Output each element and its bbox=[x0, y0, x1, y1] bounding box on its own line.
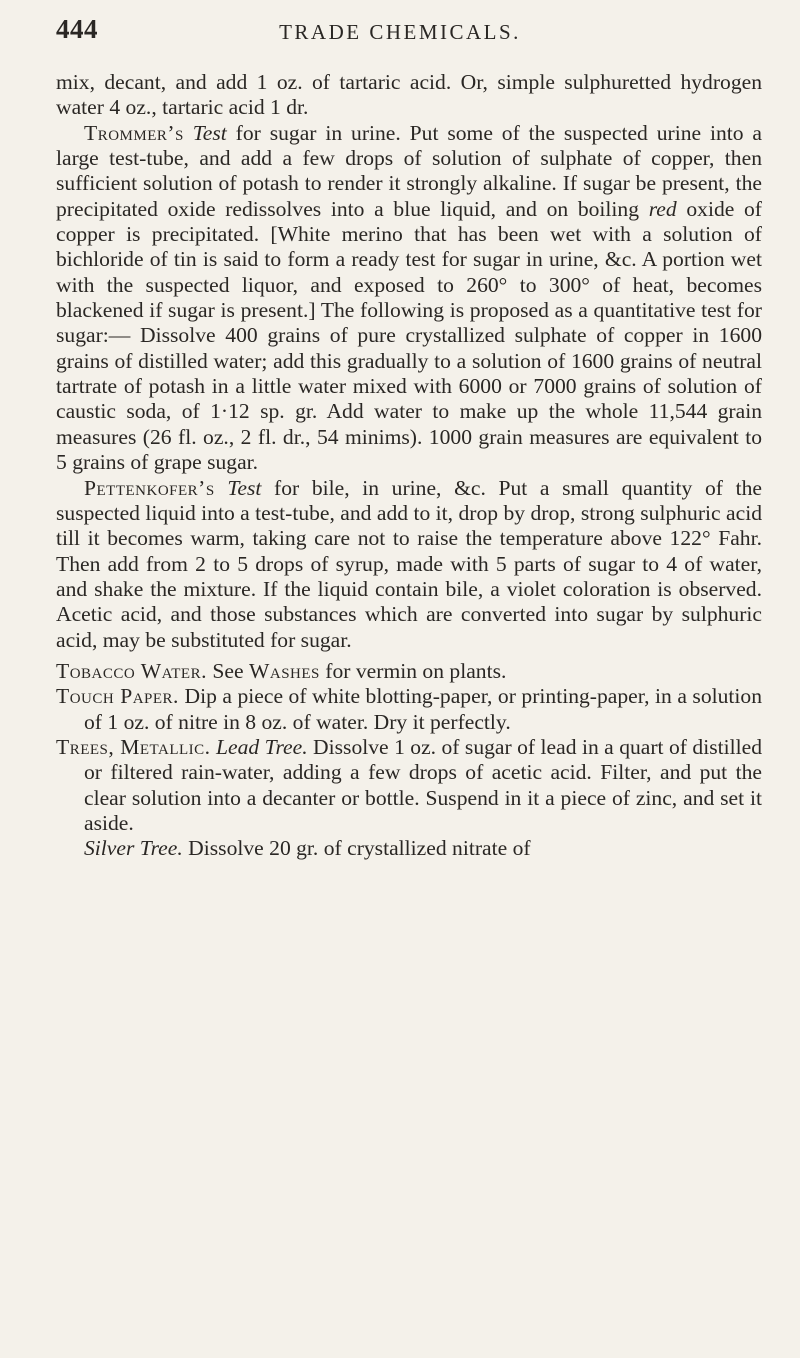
paragraph-trommer-test: Trommer’s Test for sugar in urine. Put some of the suspected urine into a large test-tube, and add a few drops of solution of sulphate of copper, then sufficient solution of potash to render it strongly alkaline. If sugar be present, the precipitated oxide redissolves into a blue liquid, and on boiling red oxide of copper is precipitated. [White merino that has been wet with a solution of bichloride of tin is said to form a ready test for sugar in urine, &c. A portion wet with the suspected liquor, and exposed to 260° to 300° of heat, becomes blackened if sugar is present.] The following is proposed as a quantitative test for sugar:— Dissolve 400 grains of pure crystallized sulphate of copper in 1600 grains of distilled water; add this gradually to a solution of 1600 grains of neutral tartrate of potash in a little water mixed with 6000 or 7000 grains of solution of caustic soda, of 1·12 sp. gr. Add water to make up the whole 11,544 grain measures (26 fl. oz., 2 fl. dr., 54 minims). 1000 grain measures are equivalent to 5 grains of grape sugar. bbox=[56, 120, 762, 475]
entry-touch-paper: Touch Paper. Dip a piece of white blotting-paper, or printing-paper, in a solution of 1 oz. of nitre in 8 oz. of water. Dry it perfectly. bbox=[56, 684, 763, 734]
entry-metallic-trees: Trees, Metallic. Lead Tree. Dissolve 1 oz. of sugar of lead in a quart of distilled or filtered rain-water, adding a few drops of acetic acid. Filter, and put the clear solution into a decanter or bottle. Suspend in it a piece of zinc, and set it aside. bbox=[56, 734, 762, 835]
running-head: TRADE CHEMICALS. bbox=[279, 20, 521, 44]
page-body bbox=[56, 70, 762, 862]
paragraph-silver-tree: Silver Tree. Dissolve 20 gr. of crystallized nitrate of bbox=[84, 836, 531, 861]
entry-tobacco-water: Tobacco Water. See Washes for vermin on plants. bbox=[56, 658, 507, 683]
page-number: 444 bbox=[56, 14, 98, 44]
paragraph-continuation: mix, decant, and add 1 oz. of tartaric acid. Or, simple sulphuretted hydrogen water 4 oz., tartaric acid 1 dr. bbox=[56, 70, 762, 120]
paragraph-pettenkofer-test: Pettenkofer’s Test for bile, in urine, &c. Put a small quantity of the suspected liquid into a test-tube, and add to it, drop by drop, strong sulphuric acid till it becomes warm, taking care not to raise the temperature above 122° Fahr. Then add from 2 to 5 drops of syrup, made with 5 parts of sugar to 4 of water, and shake the mixture. If the liquid contain bile, a violet coloration is observed. Acetic acid, and those substances which are converted into sugar by sulphuric acid, may be substituted for sugar. bbox=[56, 475, 762, 652]
